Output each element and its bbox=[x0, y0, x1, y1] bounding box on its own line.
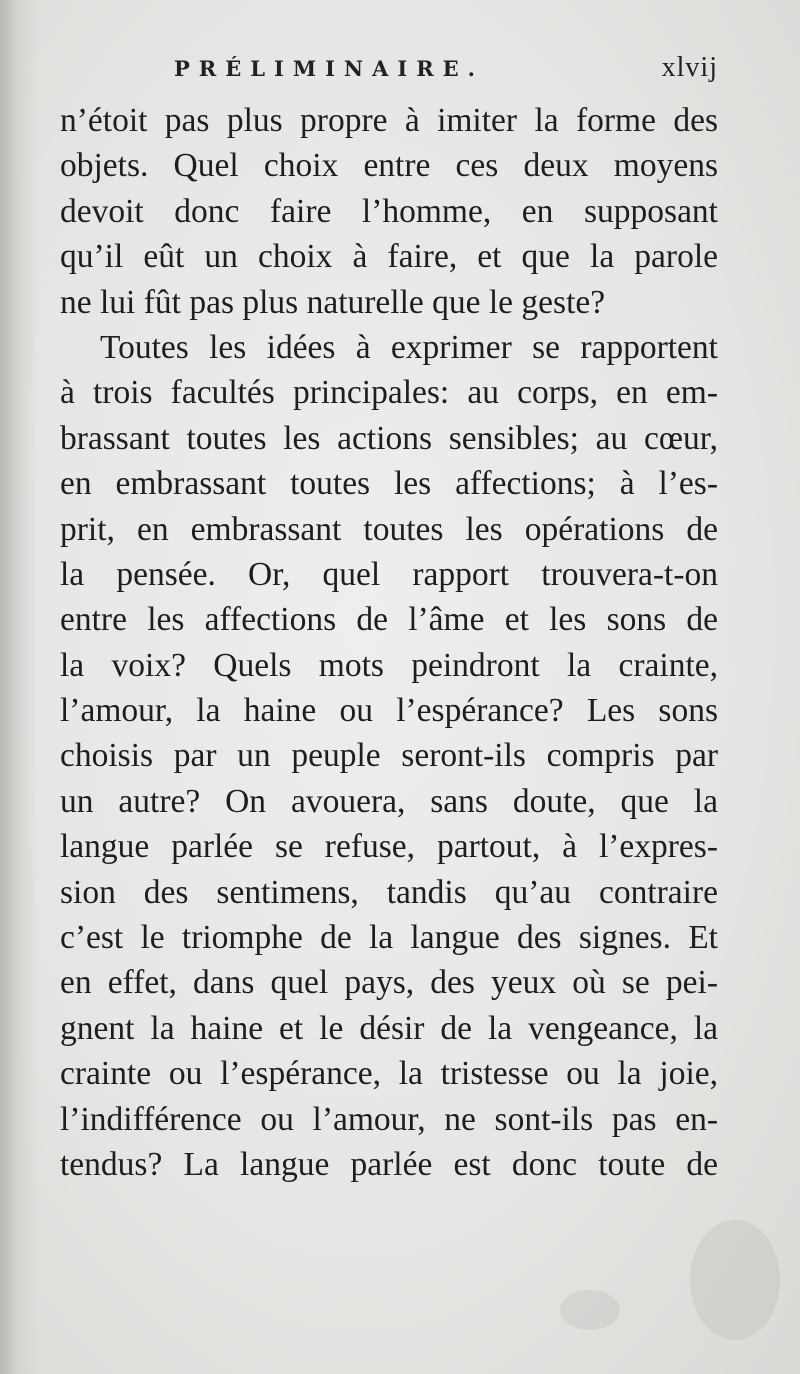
text-line: gnent la haine et le désir de la vengeance, la bbox=[60, 1009, 718, 1047]
text-line: entre les affections de l’âme et les sons de bbox=[60, 601, 718, 639]
text-line: tendus? La langue parlée est donc toute de bbox=[60, 1145, 718, 1183]
text-line: langue parlée se refuse, partout, à l’expres- bbox=[60, 828, 718, 866]
text-line: objets. Quel choix entre ces deux moyens bbox=[60, 147, 718, 185]
paper-stain bbox=[690, 1220, 780, 1340]
text-line: en embrassant toutes les affections; à l’es- bbox=[60, 465, 718, 503]
text-line: crainte ou l’espérance, la tristesse ou la joie, bbox=[60, 1055, 718, 1093]
text-line: prit, en embrassant toutes les opérations de bbox=[60, 510, 718, 548]
text-line: l’indifférence ou l’amour, ne sont-ils pas en- bbox=[60, 1100, 718, 1138]
text-line: un autre? On avouera, sans doute, que la bbox=[60, 782, 718, 820]
text-line: brassant toutes les actions sensibles; au cœur, bbox=[60, 419, 718, 457]
text-line: la voix? Quels mots peindront la crainte, bbox=[60, 646, 718, 684]
paper-stain bbox=[560, 1290, 620, 1330]
text-line: qu’il eût un choix à faire, et que la parole bbox=[60, 238, 718, 276]
text-line: ne lui fût pas plus naturelle que le geste? bbox=[60, 283, 606, 321]
body-text bbox=[60, 98, 718, 1187]
running-header bbox=[62, 44, 718, 94]
text-line: Toutes les idées à exprimer se rapportent bbox=[100, 328, 718, 366]
text-line: devoit donc faire l’homme, en supposant bbox=[60, 192, 718, 230]
text-line: c’est le triomphe de la langue des signes. Et bbox=[60, 919, 718, 957]
running-title: PRÉLIMINAIRE. bbox=[174, 56, 484, 81]
text-line: n’étoit pas plus propre à imiter la forme des bbox=[60, 102, 718, 139]
text-line: sion des sentimens, tandis qu’au contraire bbox=[60, 873, 718, 911]
text-line: en effet, dans quel pays, des yeux où se pei- bbox=[60, 964, 718, 1002]
text-line: à trois facultés principales: au corps, en em- bbox=[60, 374, 718, 412]
text-line: l’amour, la haine ou l’espérance? Les sons bbox=[60, 692, 718, 730]
page-number: xlvij bbox=[661, 52, 718, 83]
text-line: choisis par un peuple seront-ils compris par bbox=[60, 737, 718, 775]
text-line: la pensée. Or, quel rapport trouvera-t-on bbox=[60, 555, 718, 593]
gutter-shadow bbox=[0, 0, 38, 1374]
